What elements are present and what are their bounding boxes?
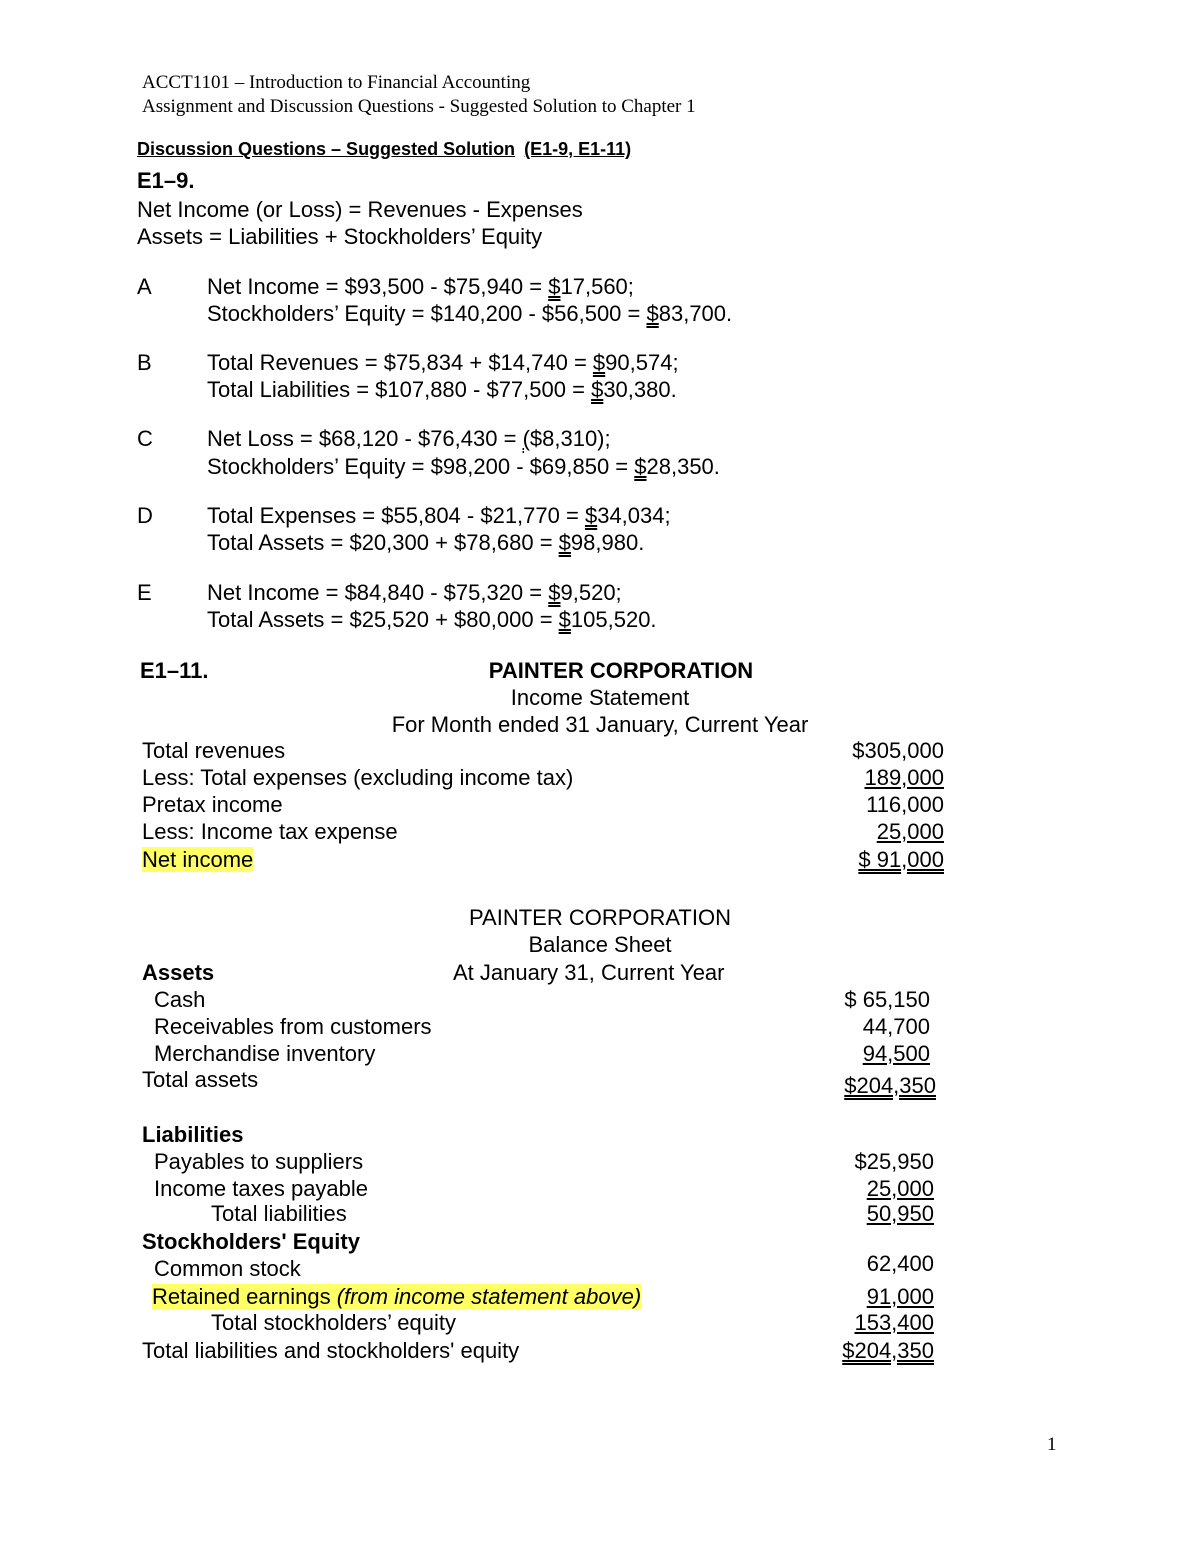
item-letter: C bbox=[137, 426, 153, 451]
net-income-label: Net income bbox=[142, 847, 254, 872]
common-stock-label: Common stock bbox=[154, 1256, 301, 1281]
section-title-text: Discussion Questions – Suggested Solution bbox=[137, 139, 516, 159]
total-liabilities-equity-label: Total liabilities and stockholders' equity bbox=[142, 1338, 520, 1363]
asset-amount: 44,700 bbox=[862, 1014, 930, 1039]
is-row-amount: 189,000 bbox=[864, 765, 944, 790]
item-line: Net Income = $93,500 - $75,940 = $17,560; bbox=[207, 274, 634, 299]
total-liabilities-label: Total liabilities bbox=[211, 1201, 347, 1226]
page-number: 1 bbox=[1047, 1434, 1057, 1455]
total-assets-amount: $204,350 bbox=[844, 1073, 936, 1098]
equity-heading: Stockholders' Equity bbox=[142, 1229, 360, 1254]
total-liabilities-equity-amount: $204,350 bbox=[842, 1338, 934, 1363]
retained-earnings-label: Retained earnings (from income statement above) bbox=[152, 1284, 642, 1309]
is-row-label: Total revenues bbox=[142, 738, 286, 763]
is-row-amount: 25,000 bbox=[876, 819, 944, 844]
balance-sheet-company: PAINTER CORPORATION bbox=[469, 905, 731, 930]
net-income-amount: $ 91,000 bbox=[858, 847, 944, 872]
item-line: Net Loss = $68,120 - $76,430 = ($8,310); bbox=[207, 426, 611, 451]
liability-label: Payables to suppliers bbox=[154, 1149, 364, 1174]
assets-heading: Assets bbox=[142, 960, 215, 985]
course-title: ACCT1101 – Introduction to Financial Accounting bbox=[142, 72, 531, 93]
item-letter: E bbox=[137, 580, 152, 605]
item-letter: A bbox=[137, 274, 152, 299]
total-equity-amount: 153,400 bbox=[854, 1310, 934, 1335]
liability-label: Income taxes payable bbox=[154, 1176, 369, 1201]
e1-11-heading: E1–11. bbox=[140, 658, 209, 683]
section-title bbox=[137, 139, 631, 160]
item-line: Total Assets = $25,520 + $80,000 = $105,520. bbox=[207, 607, 657, 632]
is-row-label: Less: Total expenses (excluding income tax) bbox=[142, 765, 574, 790]
income-statement-company: PAINTER CORPORATION bbox=[488, 658, 754, 683]
section-ref: (E1-9, E1-11) bbox=[524, 139, 632, 159]
item-letter: D bbox=[137, 503, 153, 528]
item-letter: B bbox=[137, 350, 152, 375]
asset-amount: 94,500 bbox=[862, 1041, 930, 1066]
liability-amount: 25,000 bbox=[866, 1176, 934, 1201]
total-equity-label: Total stockholders’ equity bbox=[211, 1310, 456, 1335]
liability-amount: $25,950 bbox=[854, 1149, 934, 1174]
asset-label: Merchandise inventory bbox=[154, 1041, 376, 1066]
income-statement-period: For Month ended 31 January, Current Year bbox=[391, 712, 809, 737]
item-line: Total Assets = $20,300 + $78,680 = $98,980. bbox=[207, 530, 645, 555]
asset-label: Cash bbox=[154, 987, 206, 1012]
income-statement-title: Income Statement bbox=[510, 685, 690, 710]
item-line: Total Liabilities = $107,880 - $77,500 = $30,380. bbox=[207, 377, 677, 402]
is-row-label: Pretax income bbox=[142, 792, 283, 817]
liabilities-heading: Liabilities bbox=[142, 1122, 244, 1147]
item-line: Stockholders’ Equity = $140,200 - $56,500 = $83,700. bbox=[207, 301, 733, 326]
asset-amount: $ 65,150 bbox=[844, 987, 930, 1012]
total-liabilities-amount: 50,950 bbox=[866, 1201, 934, 1226]
balance-sheet-title: Balance Sheet bbox=[528, 932, 672, 957]
item-line: Net Income = $84,840 - $75,320 = $9,520; bbox=[207, 580, 622, 605]
total-assets-label: Total assets bbox=[142, 1067, 259, 1092]
common-stock-amount: 62,400 bbox=[866, 1251, 934, 1276]
formula-net-income: Net Income (or Loss) = Revenues - Expenses bbox=[137, 197, 583, 222]
is-row-amount: $305,000 bbox=[852, 738, 944, 763]
formula-accounting-equation: Assets = Liabilities + Stockholders’ Equity bbox=[137, 224, 543, 249]
item-line: Total Expenses = $55,804 - $21,770 = $34,034; bbox=[207, 503, 671, 528]
document-subtitle: Assignment and Discussion Questions - Suggested Solution to Chapter 1 bbox=[142, 96, 696, 117]
is-row-label: Less: Income tax expense bbox=[142, 819, 398, 844]
asset-label: Receivables from customers bbox=[154, 1014, 432, 1039]
balance-sheet-date: At January 31, Current Year bbox=[453, 960, 725, 985]
is-row-amount: 116,000 bbox=[866, 792, 944, 817]
e1-9-heading: E1–9. bbox=[137, 168, 195, 193]
item-line: Total Revenues = $75,834 + $14,740 = $90,574; bbox=[207, 350, 679, 375]
retained-earnings-amount: 91,000 bbox=[866, 1284, 934, 1309]
item-line: Stockholders’ Equity = $98,200 - $69,850 = $28,350. bbox=[207, 454, 720, 479]
